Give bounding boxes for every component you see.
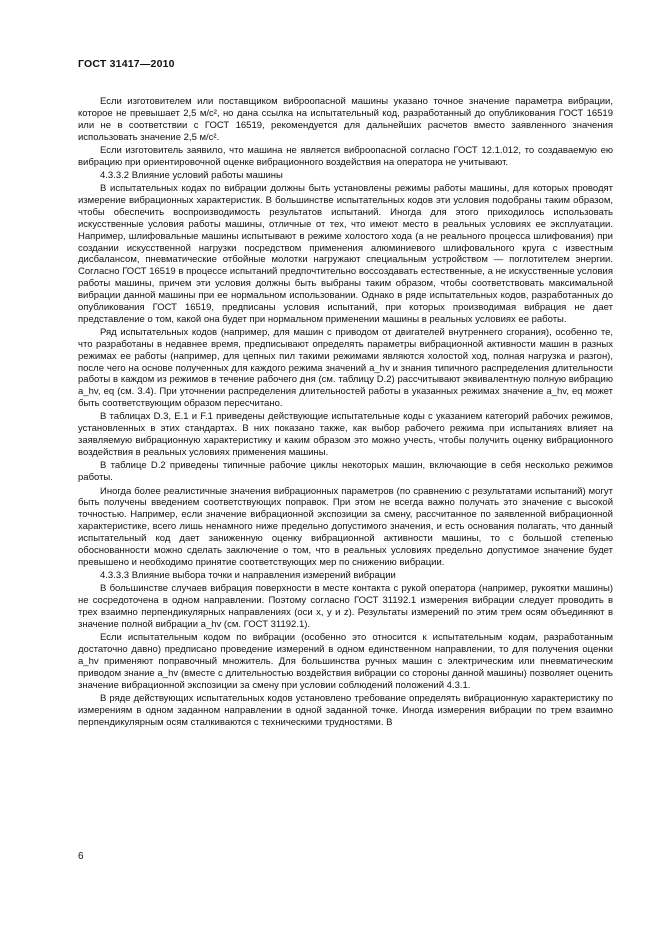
section-heading: 4.3.3.3 Влияние выбора точки и направления измерений вибрации <box>100 569 396 581</box>
paragraph: В большинстве случаев вибрация поверхности в месте контакта с рукой оператора (например, рукоятки машины) не сосредоточена в одном направлении. Поэтому согласно ГОСТ 31192.1 измерения вибрации следует проводить в трех взаимно перпендикулярных направлениях (оси x, y и z). Результаты измерений по этим трем осям объединяют в значение полной вибрации a_hv (см. ГОСТ 31192.1). <box>78 583 613 630</box>
paragraph: Иногда более реалистичные значения вибрационных параметров (по сравнению с результатами испытаний) могут быть получены введением соответствующих поправок. При этом не всегда важно получать это значение с высокой точностью. Например, если значение вибрационной экспозиции за смену, рассчитанное по заявленной вибрационной характеристике, всего лишь ненамного ниже предельно допустимого значения, и есть основания полагать, что данный испытательный код дает заниженную оценку вибрационной активности машины, то с большой степенью обоснованности можно сделать заключение о том, что в реальных условиях предельно допустимое значение будет превышено и необходимо принятие соответствующих мер по снижению вибрации. <box>78 485 613 568</box>
paragraph: Если испытательным кодом по вибрации (особенно это относится к испытательным кодам, разработанным достаточно давно) предписано проведение измерений в одном единственном направлении, то для получения оценки a_hv применяют поправочный множитель. Для большинства ручных машин с электрическим или пневматическим приводом знание a_hv (вместе с длительностью воздействия вибрации со стороны данной машины) позволяет оценить значение вибрационной экспозиции за смену при условии соблюдений положений 4.3.1. <box>78 632 613 691</box>
paragraph: В ряде действующих испытательных кодов установлено требование определять вибрационную характеристику по измерениям в одном заданном направлении в одной заданной точке. Иногда измерения вибрации по трем взаимно перпендикулярным осям сталкиваются с техническими трудностями. В <box>78 692 613 728</box>
paragraph: Если изготовителем или поставщиком виброопасной машины указано точное значение параметра вибрации, которое не превышает 2,5 м/с², но дана ссылка на испытательный код, разработанный до опубликования ГОСТ 16519 или не в соответствии с ГОСТ 16519, рекомендуется для дальнейших расчетов вместо заявленного значения использовать значение 2,5 м/с². <box>78 96 613 143</box>
paragraph: Ряд испытательных кодов (например, для машин с приводом от двигателей внутреннего сгорания), особенно те, что разработаны в недавнее время, предписывают определять параметры вибрационной активности машин в разных режимах ее работы (например, для цепных пил такими режимами являются холостой ход, полная нагрузка и разгон), после чего на основе полученных для каждого режима значений a_hv и знания типичного распределения длительности работы в каждом из режимов в течение рабочего дня (см. таблицу D.2) рассчитывают эквивалентную полную вибрацию a_hv, eq (см. 3.4). При уточнении распределения длительностей работы в указанных режимах значение a_hv, eq может быть соответствующим образом пересчитано. <box>78 327 613 410</box>
document-body <box>78 96 613 730</box>
document-header: ГОСТ 31417—2010 <box>78 58 175 70</box>
page-number: 6 <box>78 851 84 862</box>
paragraph: В таблицах D.3, E.1 и F.1 приведены действующие испытательные коды с указанием категорий рабочих режимов, установленных в этих стандартах. В них показано также, как выбор рабочего режима при испытаниях влияет на заявляемую вибрационную характеристику и каким образом это можно учесть, чтобы получить оценку вибрационного воздействия в реальных условиях применения машины. <box>78 411 613 458</box>
paragraph: В испытательных кодах по вибрации должны быть установлены режимы работы машины, для которых проводят измерение вибрационных характеристик. В большинстве испытательных кодов эти условия подобраны таким образом, чтобы обеспечить воспроизводимость результатов испытаний. Иногда для этого приходилось использовать искусственные условия работы машины, отличные от тех, что имеют место в реальных условиях ее эксплуатации. Например, шлифовальные машины испытывают в режиме холостого хода (а не реального процесса шлифования) при создании искусственной нагрузки посредством применения алюминиевого шлифовального круга с известным дисбалансом, пневматические отбойные молотки нагружают специальным устройством — поглотителем энергии. Согласно ГОСТ 16519 в процессе испытаний предпочтительно воссоздавать естественные, а не искусственные условия работы машины, причем эти условия должны быть выбраны таким образом, чтобы соответствовать максимальной вибрации данной машины при ее нормальном использовании. Однако в ряде испытательных кодов, разработанных до опубликования ГОСТ 16519, предписаны условия испытаний, при которых производимая вибрация не дает представление о том, какой она будет при нормальном применении машины в реальных условиях ее работы. <box>78 183 613 325</box>
paragraph: Если изготовитель заявило, что машина не является виброопасной согласно ГОСТ 12.1.012, то создаваемую ею вибрацию при ориентировочной оценке вибрационного воздействия на оператора не учитывают. <box>78 144 613 168</box>
paragraph: В таблице D.2 приведены типичные рабочие циклы некоторых машин, включающие в себя несколько режимов работы. <box>78 460 613 484</box>
section-heading: 4.3.3.2 Влияние условий работы машины <box>100 170 283 182</box>
